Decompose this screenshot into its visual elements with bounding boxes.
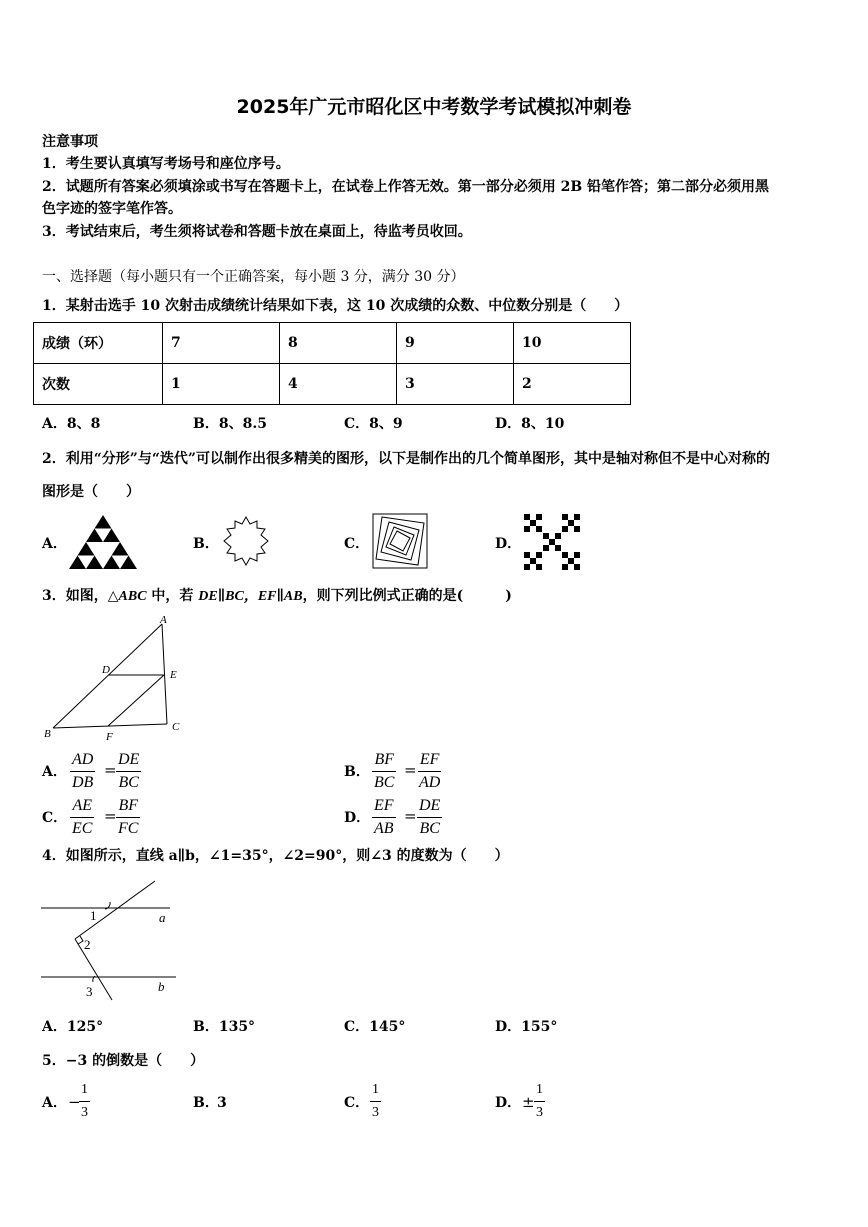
fraction-denominator: 3 <box>372 1105 379 1120</box>
table-cell: 8 <box>280 323 397 364</box>
q3-option-a-left-fraction <box>70 751 95 792</box>
rotating-squares-figure <box>372 513 428 569</box>
notice-item-2: 2．试题所有答案必须填涂或书写在答题卡上，在试卷上作答无效。第一部分必须用 2B 铅笔作答；第二部分必须用黑 <box>42 179 770 195</box>
equals-sign: = <box>104 807 117 825</box>
q5-option-c-fraction <box>370 1081 381 1122</box>
label-b: B <box>44 728 51 740</box>
q3-option-a-right-fraction <box>116 751 141 792</box>
q1-option-c: C．8、9 <box>344 416 403 432</box>
label-d: D <box>102 664 110 676</box>
q2-option-b: B． <box>193 536 219 552</box>
fraction-numerator: BF <box>372 751 396 772</box>
fraction-denominator: FC <box>118 820 139 837</box>
q3-option-d-right-fraction <box>417 797 442 838</box>
q1-option-d: D．8、10 <box>495 416 565 432</box>
equals-sign: = <box>404 761 417 779</box>
fraction-numerator: AD <box>70 751 95 772</box>
page-title: 2025年广元市昭化区中考数学考试模拟冲刺卷 <box>236 96 632 118</box>
fraction-denominator: DB <box>72 774 94 791</box>
fraction-denominator: 3 <box>81 1105 88 1120</box>
angle-1-label: 1 <box>90 908 97 923</box>
q3-stem-condition: DE∥BC，EF∥AB <box>198 589 303 604</box>
fraction-numerator: 1 <box>370 1081 381 1102</box>
notice-item-1: 1．考生要认真填写考场号和座位序号。 <box>42 156 290 172</box>
q3-stem-suffix: ，则下列比例式正确的是( ) <box>302 588 512 604</box>
table-cell: 3 <box>397 364 514 405</box>
q5-option-c-label: C． <box>344 1095 370 1111</box>
q5-stem: 5．−3 的倒数是（ ） <box>42 1053 205 1069</box>
section-heading: 一、选择题（每小题只有一个正确答案，每小题 3 分，满分 30 分） <box>42 269 465 285</box>
q4-stem: 4．如图所示，直线 a∥b，∠1=35°，∠2=90°，则∠3 的度数为（ ） <box>42 848 509 864</box>
table-cell: 4 <box>280 364 397 405</box>
table-cell: 成绩（环） <box>34 323 163 364</box>
q4-option-a: A．125° <box>42 1019 104 1035</box>
line-b-label: b <box>158 979 165 994</box>
koch-snowflake-figure <box>220 515 272 567</box>
q1-stem: 1．某射击选手 10 次射击成绩统计结果如下表，这 10 次成绩的众数、中位数分别是（ ） <box>42 298 629 314</box>
q2-option-c: C． <box>344 536 370 552</box>
fraction-denominator: BC <box>419 820 440 837</box>
fraction-denominator: BC <box>374 774 395 791</box>
fraction-denominator: EC <box>72 820 93 837</box>
q5-option-b-value: 3 <box>217 1095 227 1111</box>
angle-2-label: 2 <box>84 937 91 952</box>
fraction-numerator: 1 <box>79 1081 90 1102</box>
q5-option-b-label: B． <box>193 1095 219 1111</box>
fraction-numerator: EF <box>418 751 442 772</box>
fraction-denominator: BC <box>118 774 139 791</box>
fraction-numerator: BF <box>116 797 140 818</box>
q3-stem <box>42 586 512 607</box>
q4-option-b: B．135° <box>193 1019 256 1035</box>
label-a: A <box>160 614 167 626</box>
table-cell: 2 <box>514 364 631 405</box>
q3-stem-triangle: △ABC <box>107 589 147 604</box>
q3-option-d-label: D． <box>344 810 371 826</box>
equals-sign: = <box>404 807 417 825</box>
notice-item-2-cont: 色字迹的签字笔作答。 <box>42 201 182 217</box>
table-cell: 9 <box>397 323 514 364</box>
line-a-label: a <box>159 910 166 925</box>
sierpinski-triangle-figure <box>68 514 138 570</box>
q3-option-a-label: A． <box>42 764 67 780</box>
notice-heading: 注意事项 <box>42 134 98 150</box>
q3-option-b-label: B． <box>344 764 370 780</box>
q3-stem-mid: 中，若 <box>146 588 199 604</box>
q2-stem-cont: 图形是（ ） <box>42 484 140 500</box>
q3-stem-prefix: 3．如图， <box>42 588 108 604</box>
q1-table <box>33 322 631 405</box>
q5-option-d-label: D． <box>495 1095 522 1111</box>
q2-option-a: A． <box>42 536 67 552</box>
parallel-lines-figure <box>38 876 188 1006</box>
fraction-numerator: DE <box>417 797 442 818</box>
table-cell: 10 <box>514 323 631 364</box>
label-c: C <box>172 721 180 733</box>
fraction-numerator: 1 <box>534 1081 545 1102</box>
checker-cross-figure <box>524 514 580 570</box>
table-row <box>34 364 631 405</box>
table-cell: 7 <box>163 323 280 364</box>
q3-option-d-left-fraction <box>372 797 396 838</box>
table-cell: 次数 <box>34 364 163 405</box>
q2-stem: 2．利用“分形”与“迭代”可以制作出很多精美的图形，以下是制作出的几个简单图形，其中是轴对称但不是中心对称的 <box>42 451 770 467</box>
q4-option-d: D．155° <box>495 1019 558 1035</box>
q2-option-d: D． <box>495 536 522 552</box>
q5-option-d-sign: ± <box>522 1093 535 1111</box>
q5-option-a-fraction <box>79 1081 90 1122</box>
notice-item-3: 3．考试结束后，考生须将试卷和答题卡放在桌面上，待监考员收回。 <box>42 224 472 240</box>
equals-sign: = <box>104 761 117 779</box>
q5-option-d-fraction <box>534 1081 545 1122</box>
q1-option-b: B．8、8.5 <box>193 416 267 432</box>
fraction-numerator: AE <box>70 797 94 818</box>
q3-option-c-right-fraction <box>116 797 140 838</box>
angle-3-label: 3 <box>86 984 93 999</box>
fraction-denominator: AD <box>419 774 441 791</box>
fraction-numerator: EF <box>372 797 396 818</box>
q3-option-c-label: C． <box>42 810 68 826</box>
q5-option-a-sign: − <box>68 1093 81 1111</box>
q4-option-c: C．145° <box>344 1019 406 1035</box>
label-e: E <box>170 669 177 681</box>
label-f: F <box>106 731 113 743</box>
fraction-numerator: DE <box>116 751 141 772</box>
fraction-denominator: 3 <box>536 1105 543 1120</box>
q3-option-b-left-fraction <box>372 751 396 792</box>
q5-option-a-label: A． <box>42 1095 67 1111</box>
q3-option-c-left-fraction <box>70 797 94 838</box>
table-row <box>34 323 631 364</box>
triangle-abc-figure <box>36 614 186 744</box>
table-cell: 1 <box>163 364 280 405</box>
q3-option-b-right-fraction <box>417 751 442 792</box>
fraction-denominator: AB <box>374 820 394 837</box>
q1-option-a: A．8、8 <box>42 416 101 432</box>
